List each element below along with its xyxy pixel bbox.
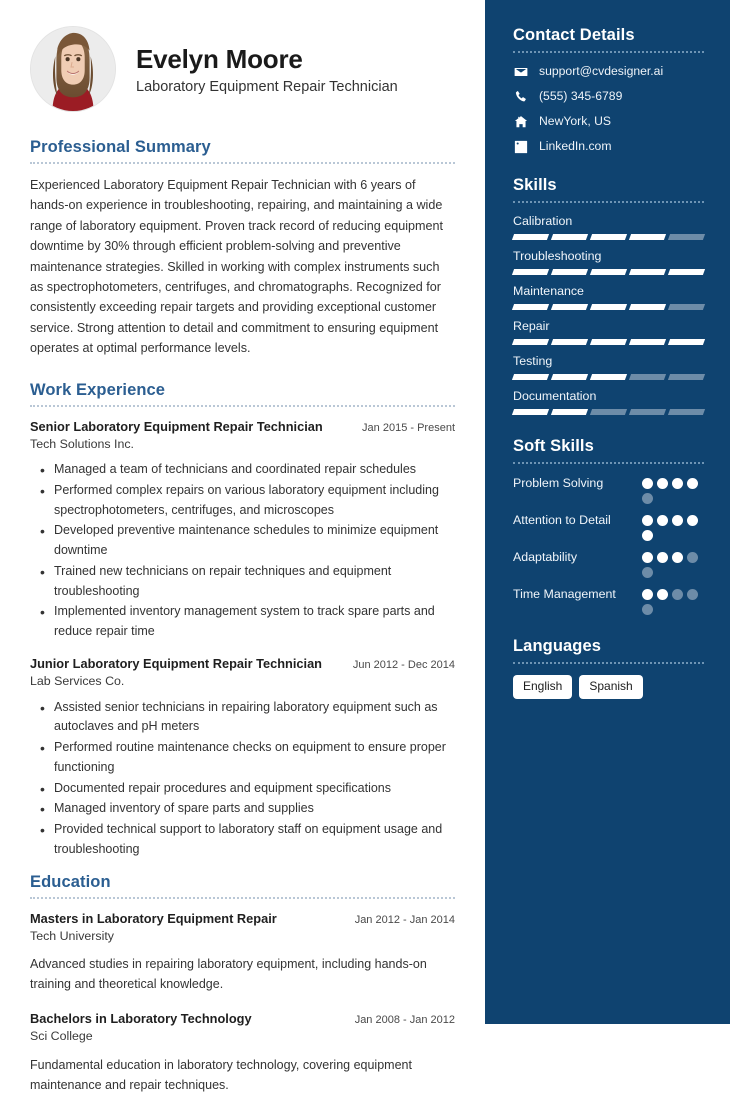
section-divider bbox=[30, 405, 455, 407]
avatar bbox=[30, 26, 116, 112]
entry-header bbox=[30, 910, 455, 927]
skill-bar-segment bbox=[512, 269, 549, 275]
sidebar-heading: Skills bbox=[513, 176, 557, 195]
skill-bar-segment bbox=[629, 269, 666, 275]
rating-dot bbox=[642, 552, 653, 563]
soft-skill-rating bbox=[642, 586, 704, 615]
skill-bar-segment bbox=[668, 339, 705, 345]
skill-item bbox=[513, 354, 704, 380]
sidebar-section-languages bbox=[513, 637, 704, 699]
section-work-experience bbox=[30, 381, 455, 860]
entry-bullets bbox=[30, 460, 455, 642]
sidebar-section-skills bbox=[513, 176, 704, 414]
skill-bar-segment bbox=[551, 269, 588, 275]
summary-text: Experienced Laboratory Equipment Repair Technician with 6 years of hands-on experience in troubleshooting, repairing, and maintaining a wide range of laboratory equipment. Proven track record of reducing equipment downtime by 30% through efficient problem-solving and preventive maintenance strategies. Skilled in working with complex instruments such as spectrophotometers, centrifuges, and chromatographs. Recognized for consistently exceeding repair targets and providing exceptional customer service. Strong attention to detail and commitment to ensuring equipment operates at optimal performance levels. bbox=[30, 178, 444, 356]
list-item: • Implemented inventory management system to track spare parts and reduce repair time bbox=[30, 602, 455, 642]
skill-bar-segment bbox=[668, 269, 705, 275]
list-item: • Performed complex repairs on various laboratory equipment including spectrophotometers, centrifuges, and microscopes bbox=[30, 481, 455, 521]
education-entry bbox=[30, 1010, 455, 1095]
list-item: • Managed inventory of spare parts and supplies bbox=[30, 799, 455, 819]
skill-bar-segment bbox=[668, 234, 705, 240]
skill-label: Maintenance bbox=[513, 284, 584, 299]
skill-bar-segment bbox=[551, 409, 588, 415]
soft-skill-label: Attention to Detail bbox=[513, 512, 611, 527]
rating-dot bbox=[642, 530, 653, 541]
entry-title: Masters in Laboratory Equipment Repair bbox=[30, 910, 277, 926]
skill-bar-segment bbox=[512, 374, 549, 380]
entry-organization: Tech Solutions Inc. bbox=[30, 436, 135, 451]
rating-dot bbox=[672, 478, 683, 489]
rating-dot bbox=[642, 604, 653, 615]
section-professional-summary bbox=[30, 138, 455, 359]
skill-label: Testing bbox=[513, 353, 553, 368]
skill-label: Repair bbox=[513, 319, 550, 334]
languages-list bbox=[513, 675, 704, 699]
sidebar-divider bbox=[513, 201, 704, 203]
education-list bbox=[30, 910, 455, 1095]
skill-label: Calibration bbox=[513, 214, 573, 229]
entry-title: Senior Laboratory Equipment Repair Technician bbox=[30, 418, 323, 434]
skill-bar-segment bbox=[629, 409, 666, 415]
skill-bar-segment bbox=[629, 339, 666, 345]
section-divider bbox=[30, 897, 455, 899]
sidebar-heading: Contact Details bbox=[513, 26, 635, 44]
entry-title: Junior Laboratory Equipment Repair Technician bbox=[30, 655, 323, 671]
skill-level-bar bbox=[513, 374, 704, 380]
contact-row[interactable] bbox=[513, 114, 704, 130]
rating-dot bbox=[687, 478, 698, 489]
entry-date: Jun 2012 - Dec 2014 bbox=[352, 658, 455, 671]
skill-bar-segment bbox=[590, 304, 627, 310]
phone-icon bbox=[513, 89, 528, 104]
list-item: • Assisted senior technicians in repairing laboratory equipment such as autoclaves and pH meters bbox=[30, 698, 455, 738]
entry-title: Bachelors in Laboratory Technology bbox=[30, 1011, 252, 1027]
rating-dot bbox=[687, 552, 698, 563]
skill-label: Documentation bbox=[513, 388, 597, 403]
sidebar-heading: Languages bbox=[513, 636, 602, 655]
skill-bar-segment bbox=[512, 339, 549, 345]
soft-skill-rating bbox=[642, 475, 704, 504]
page-title: Evelyn Moore bbox=[136, 44, 303, 75]
contact-row[interactable] bbox=[513, 64, 704, 80]
soft-skill-item bbox=[513, 549, 704, 578]
contact-value: support@cvdesigner.ai bbox=[539, 64, 664, 78]
entry-organization: Sci College bbox=[30, 1029, 93, 1044]
entry-date: Jan 2008 - Jan 2012 bbox=[354, 1014, 455, 1027]
entry-description: Fundamental education in laboratory technology, covering equipment maintenance and repair techniques. bbox=[30, 1057, 412, 1092]
skill-level-bar bbox=[513, 304, 704, 310]
skill-bar-segment bbox=[551, 234, 588, 240]
header-text bbox=[136, 43, 398, 95]
rating-dot bbox=[672, 515, 683, 526]
skill-bar-segment bbox=[551, 304, 588, 310]
entry-header bbox=[30, 655, 455, 672]
list-item: • Documented repair procedures and equipment specifications bbox=[30, 779, 455, 799]
education-entry bbox=[30, 910, 455, 995]
skill-bar-segment bbox=[668, 409, 705, 415]
list-item: • Performed routine maintenance checks on equipment to ensure proper functioning bbox=[30, 738, 455, 778]
sidebar-divider bbox=[513, 462, 704, 464]
rating-dot bbox=[687, 515, 698, 526]
rating-dot bbox=[642, 567, 653, 578]
contact-list bbox=[513, 64, 704, 154]
envelope-icon bbox=[513, 64, 528, 79]
sidebar-divider bbox=[513, 51, 704, 53]
list-item: • Managed a team of technicians and coordinated repair schedules bbox=[30, 460, 455, 480]
contact-value: (555) 345-6789 bbox=[539, 88, 623, 103]
skill-bar-segment bbox=[629, 374, 666, 380]
skill-bar-segment bbox=[551, 374, 588, 380]
experience-entry bbox=[30, 655, 455, 860]
skill-level-bar bbox=[513, 339, 704, 345]
contact-value: LinkedIn.com bbox=[539, 138, 612, 153]
section-education bbox=[30, 873, 455, 1095]
skill-bar-segment bbox=[512, 234, 549, 240]
skill-item bbox=[513, 249, 704, 275]
section-divider bbox=[30, 162, 455, 164]
sidebar-section-soft-skills bbox=[513, 437, 704, 615]
section-heading: Education bbox=[30, 872, 111, 891]
entry-bullets bbox=[30, 698, 455, 860]
rating-dot bbox=[642, 478, 653, 489]
skill-bar-segment bbox=[590, 269, 627, 275]
linkedin-icon bbox=[513, 139, 528, 154]
profile-photo-icon bbox=[31, 27, 115, 111]
skill-bar-segment bbox=[551, 339, 588, 345]
home-icon bbox=[513, 114, 528, 129]
skill-bar-segment bbox=[590, 374, 627, 380]
entry-organization: Tech University bbox=[30, 928, 115, 943]
experience-entry bbox=[30, 418, 455, 642]
contact-value: NewYork, US bbox=[539, 113, 612, 128]
rating-dot bbox=[657, 515, 668, 526]
skill-level-bar bbox=[513, 409, 704, 415]
entry-date: Jan 2015 - Present bbox=[362, 421, 455, 434]
skills-list bbox=[513, 214, 704, 414]
language-tag: Spanish bbox=[579, 675, 642, 699]
sidebar-divider bbox=[513, 662, 704, 664]
contact-row[interactable] bbox=[513, 89, 704, 105]
rating-dot bbox=[672, 552, 683, 563]
skill-bar-segment bbox=[668, 304, 705, 310]
skill-bar-segment bbox=[668, 374, 705, 380]
soft-skill-rating bbox=[642, 512, 704, 541]
skill-bar-segment bbox=[629, 304, 666, 310]
entry-organization: Lab Services Co. bbox=[30, 674, 125, 689]
skill-level-bar bbox=[513, 269, 704, 275]
sidebar-heading: Soft Skills bbox=[513, 436, 594, 455]
contact-row[interactable] bbox=[513, 139, 704, 155]
entry-header bbox=[30, 1010, 455, 1027]
soft-skill-label: Problem Solving bbox=[513, 475, 604, 490]
rating-dot bbox=[657, 589, 668, 600]
rating-dot bbox=[687, 589, 698, 600]
skill-bar-segment bbox=[590, 234, 627, 240]
soft-skill-label: Adaptability bbox=[513, 549, 578, 564]
sidebar bbox=[485, 0, 730, 1024]
sidebar-section-contact bbox=[513, 26, 704, 154]
list-item: • Developed preventive maintenance schedules to minimize equipment downtime bbox=[30, 521, 455, 561]
rating-dot bbox=[642, 589, 653, 600]
skill-item bbox=[513, 319, 704, 345]
soft-skill-item bbox=[513, 475, 704, 504]
rating-dot bbox=[642, 493, 653, 504]
job-title: Laboratory Equipment Repair Technician bbox=[136, 78, 398, 95]
experience-list bbox=[30, 418, 455, 860]
entry-description: Advanced studies in repairing laboratory equipment, including hands-on training and theoretical knowledge. bbox=[30, 957, 427, 992]
skill-bar-segment bbox=[512, 304, 549, 310]
list-item: • Provided technical support to laboratory staff on equipment usage and troubleshooting bbox=[30, 820, 455, 860]
section-heading: Professional Summary bbox=[30, 138, 211, 156]
skill-item bbox=[513, 214, 704, 240]
skill-bar-segment bbox=[590, 409, 627, 415]
soft-skills-list bbox=[513, 475, 704, 615]
skill-item bbox=[513, 389, 704, 415]
skill-bar-segment bbox=[629, 234, 666, 240]
skill-label: Troubleshooting bbox=[513, 249, 602, 264]
rating-dot bbox=[642, 515, 653, 526]
skill-bar-segment bbox=[512, 409, 549, 415]
soft-skill-label: Time Management bbox=[513, 586, 616, 601]
skill-item bbox=[513, 284, 704, 310]
entry-header bbox=[30, 418, 455, 435]
skill-bar-segment bbox=[590, 339, 627, 345]
entry-date: Jan 2012 - Jan 2014 bbox=[354, 913, 455, 926]
soft-skill-item bbox=[513, 512, 704, 541]
soft-skill-rating bbox=[642, 549, 704, 578]
rating-dot bbox=[657, 552, 668, 563]
language-tag: English bbox=[513, 675, 572, 699]
list-item: • Trained new technicians on repair techniques and equipment troubleshooting bbox=[30, 562, 455, 602]
rating-dot bbox=[657, 478, 668, 489]
resume-header bbox=[30, 26, 455, 112]
section-heading: Work Experience bbox=[30, 380, 166, 399]
soft-skill-item bbox=[513, 586, 704, 615]
rating-dot bbox=[672, 589, 683, 600]
skill-level-bar bbox=[513, 234, 704, 240]
